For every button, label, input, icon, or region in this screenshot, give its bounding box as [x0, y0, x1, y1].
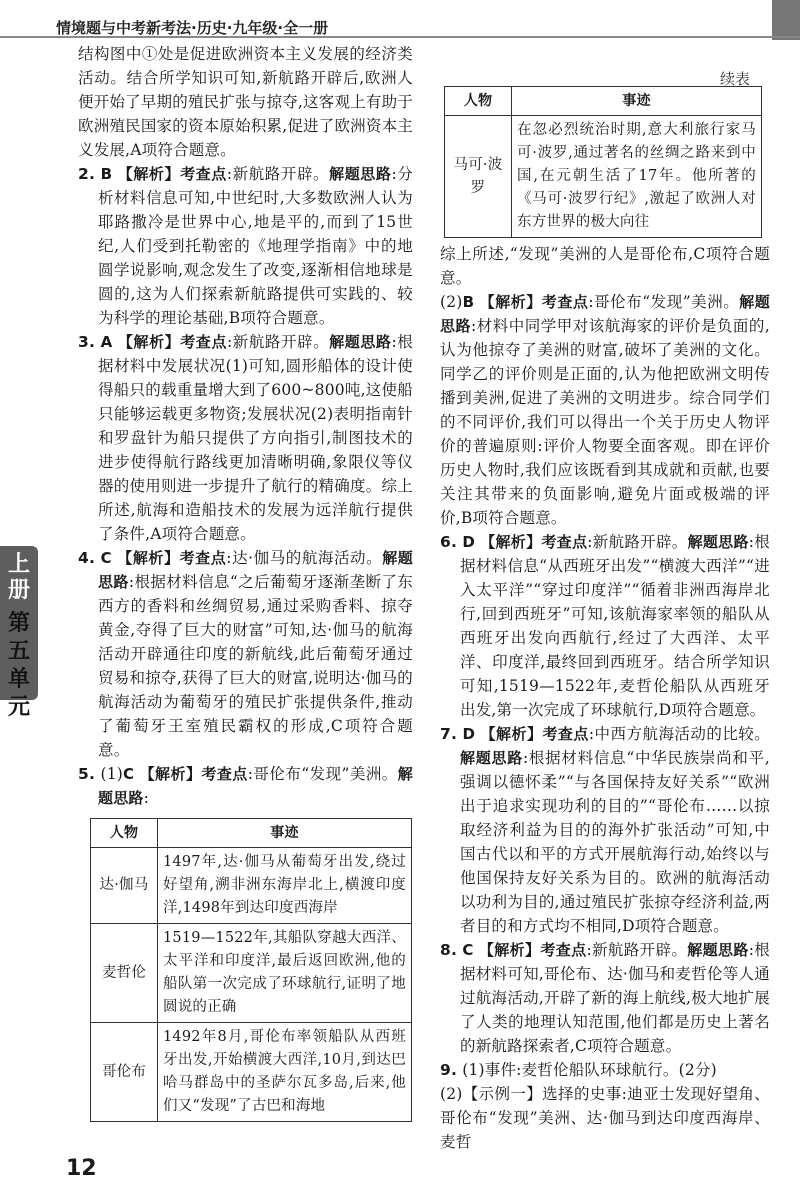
- key-point: :哥伦布“发现”美洲。: [588, 293, 740, 311]
- table-header-row: [91, 819, 412, 848]
- column-header: 事迹: [158, 819, 412, 848]
- question-6: [440, 530, 770, 722]
- question-number: 7.: [440, 725, 458, 743]
- analysis-text: :根据材料信息“中华民族崇尚和平,强调以德怀柔”“与各国保持友好关系”“欧洲出于追求实现功利的目的”“哥伦布……以掠取经济利益为目的的海外扩张活动”可知,中国古代以和平的方式开展航海行动,始终以与他国保持友好关系为目的。欧洲的航海活动以功利为目的,通过殖民扩张掠夺经济利益,两者目的和方式均不相同,D项符合题意。: [460, 749, 770, 935]
- thinking-label: 解题思路: [329, 165, 392, 183]
- unit-label: 第五单元: [7, 611, 30, 720]
- analysis-text: :根据材料中发展状况(1)可知,圆形船体的设计使得船只的载重量增大到了600~800吨,这使船只能够运载更多物资;发展状况(2)表明指南针和罗盘针为船只提供了方向指引,制图技术的进步使得航行路线更加清晰明确,象限仪等仪器的使用则进一步提升了航行的精确度。综上所述,航海和造船技术的发展为远洋航行提供了条件,A项符合题意。: [98, 333, 413, 543]
- thinking-label: 解题思路: [687, 533, 749, 551]
- analysis-text: :根据材料信息“从西班牙出发”“横渡大西洋”“进入太平洋”“穿过印度洋”“循着非洲西海岸北行,回到西班牙”可知,该航海家率领的船队从西班牙出发向西航行,经过了大西洋、太平洋、印度洋,最终回到西班牙。结合所学知识可知,1519—1522年,麦哲伦船队从西班牙出发,第一次完成了环球航行,D项符合题意。: [460, 533, 770, 719]
- left-column: [78, 42, 413, 1128]
- key-point: :新航路开辟。: [226, 165, 330, 183]
- key-point-label: 考查点: [542, 725, 589, 743]
- navigators-table-continued: [444, 86, 762, 238]
- person-cell: 麦哲伦: [91, 924, 158, 1023]
- key-point: :哥伦布“发现”美洲。: [247, 765, 398, 783]
- question-7: [440, 722, 770, 938]
- key-point: :新航路开辟。: [586, 941, 688, 959]
- key-point-label: 考查点: [541, 533, 588, 551]
- question-4: [78, 546, 413, 762]
- key-point-label: 考查点: [201, 765, 248, 783]
- sub-question: (2): [440, 293, 463, 311]
- key-point-label: 考查点: [180, 333, 227, 351]
- question-9: [440, 1058, 770, 1082]
- question-number: 6.: [440, 533, 458, 551]
- key-point-label: 考查点: [540, 941, 587, 959]
- page-corner-tab: [772, 0, 800, 40]
- continued-table-label: 续表: [720, 70, 751, 88]
- person-cell: 达·伽马: [91, 848, 158, 924]
- answer-letter: C: [462, 941, 474, 959]
- table-row: [91, 924, 412, 1023]
- page-number: 12: [66, 1156, 97, 1181]
- table-row: [445, 116, 762, 238]
- question-5: [78, 762, 413, 810]
- deed-cell: 1519—1522年,其船队穿越大西洋、太平洋和印度洋,最后返回欧洲,他的船队第一次完成了环球航行,证明了地圆说的正确: [158, 924, 412, 1023]
- analysis-text: :根据材料可知,哥伦布、达·伽马和麦哲伦等人通过航海活动,开辟了新的海上航线,极大地扩展了人类的地理认知范围,他们都是历史上著名的新航路探索者,C项符合题意。: [460, 941, 770, 1055]
- question-number: 9.: [440, 1061, 458, 1079]
- key-point: :达·伽马的航海活动。: [226, 549, 383, 567]
- analysis-text: :材料中同学甲对该航海家的评价是负面的,认为他掠夺了美洲的财富,破坏了美洲的文化。同学乙的评价则是正面的,认为他把欧洲文明传播到美洲,促进了美洲的文明进步。综合同学们的不同评价,我们可以得出一个关于历史人物评价的普遍原则:评价人物要全面客观。即在评价历史人物时,我们应该既看到其成就和贡献,也要关注其带来的负面影响,避免片面或极端的评价,B项符合题意。: [440, 317, 770, 527]
- analysis-label: 【解析】: [117, 549, 180, 567]
- question-8: [440, 938, 770, 1058]
- answer-line-2: (2)【示例一】选择的史事:迪亚士发现好望角、哥伦布“发现”美洲、达·伽马到达印度西海岸、麦哲: [440, 1085, 770, 1151]
- thinking-label: 解题思路: [687, 941, 749, 959]
- key-point: :中西方航海活动的比较。: [588, 725, 770, 743]
- analysis-label: 【解析】: [480, 725, 543, 743]
- question-5-part-2: [440, 290, 770, 530]
- question-number: 8.: [440, 941, 458, 959]
- volume-label: 上册: [7, 552, 30, 603]
- thinking-label: 解题思路: [329, 333, 392, 351]
- answer-letter: C: [100, 549, 112, 567]
- thinking-label: 解题思路: [460, 749, 523, 767]
- deed-cell: 1497年,达·伽马从葡萄牙出发,绕过好望角,溯非洲东海岸北上,横渡印度洋,1498年到达印度西海岸: [158, 848, 412, 924]
- analysis-label: 【解析】: [480, 533, 542, 551]
- table-row: [91, 1023, 412, 1122]
- thinking-label: 解题思路: [440, 293, 770, 335]
- analysis-label: 【解析】: [139, 765, 202, 783]
- key-point-label: 考查点: [541, 293, 589, 311]
- deed-cell: 1492年8月,哥伦布率领船队从西班牙出发,开始横渡大西洋,10月,到达巴哈马群岛中的圣萨尔瓦多岛,后来,他们又“发现”了古巴和海地: [158, 1023, 412, 1122]
- analysis-label: 【解析】: [478, 941, 541, 959]
- column-header: 人物: [91, 819, 158, 848]
- answer-letter: A: [100, 333, 113, 351]
- question-number: 3.: [78, 333, 96, 351]
- summary-text: 综上所述,“发现”美洲的人是哥伦布,C项符合题意。: [440, 245, 770, 287]
- header-divider: [0, 36, 800, 38]
- column-header: 人物: [445, 87, 512, 116]
- question-2: [78, 162, 413, 330]
- thinking-label: 解题思路: [98, 765, 413, 807]
- table-row: [91, 848, 412, 924]
- answer-letter: B: [462, 293, 475, 311]
- key-point: :新航路开辟。: [587, 533, 688, 551]
- analysis-text: :根据材料信息“之后葡萄牙逐渐垄断了东西方的香料和丝绸贸易,通过采购香料、掠夺黄金,夺得了巨大的财富”可知,达·伽马的航海活动开辟通往印度的新航线,此后葡萄牙通过贸易和掠夺,获得了巨大的财富,说明达·伽马的航海活动为葡萄牙的殖民扩张提供条件,推动了葡萄牙王室殖民霸权的形成,C项符合题意。: [98, 573, 414, 759]
- sub-question: (1): [100, 765, 124, 783]
- right-column: [440, 86, 770, 1154]
- navigators-table: [90, 818, 412, 1122]
- analysis-text: :: [143, 789, 150, 807]
- key-point-label: 考查点: [180, 165, 227, 183]
- thinking-label: 解题思路: [98, 549, 413, 591]
- question-number: 4.: [78, 549, 96, 567]
- deed-cell: 在忽必烈统治时期,意大利旅行家马可·波罗,通过著名的丝绸之路来到中国,在元朝生活了17年。他所著的《马可·波罗行纪》,激起了欧洲人对东方世界的极大向往: [512, 116, 762, 238]
- question-number: 2.: [78, 165, 96, 183]
- key-point: :新航路开辟。: [226, 333, 330, 351]
- person-cell: 马可·波罗: [445, 116, 512, 238]
- analysis-label: 【解析】: [117, 165, 181, 183]
- key-point-label: 考查点: [179, 549, 227, 567]
- table-header-row: [445, 87, 762, 116]
- answer-line-1: (1)事件:麦哲伦船队环球航行。(2分): [462, 1061, 717, 1079]
- analysis-label: 【解析】: [479, 293, 542, 311]
- answer-letter: D: [462, 533, 475, 551]
- answer-letter: C: [123, 765, 135, 783]
- answer-letter: D: [462, 725, 476, 743]
- answer-intro-text: 结构图中①处是促进欧洲资本主义发展的经济类活动。结合所学知识可知,新航路开辟后,欧洲人便开始了早期的殖民扩张与掠夺,这客观上有助于欧洲殖民国家的资本原始积累,促进了欧洲资本主义发展,A项符合题意。: [78, 45, 413, 159]
- page-header: 情境题与中考新考法·历史·九年级·全一册: [56, 18, 329, 37]
- answer-letter: B: [100, 165, 113, 183]
- analysis-text: :分析材料信息可知,中世纪时,大多数欧洲人认为耶路撒冷是世界中心,地是平的,而到了15世纪,人们受到托勒密的《地理学指南》中的地圆学说影响,观念发生了改变,逐渐相信地球是圆的,这为人们探索新航路提供可实践的、较为科学的理论基础,B项符合题意。: [98, 165, 413, 327]
- person-cell: 哥伦布: [91, 1023, 158, 1122]
- column-header: 事迹: [512, 87, 762, 116]
- question-number: 5.: [78, 765, 96, 783]
- question-3: [78, 330, 413, 546]
- analysis-label: 【解析】: [117, 333, 181, 351]
